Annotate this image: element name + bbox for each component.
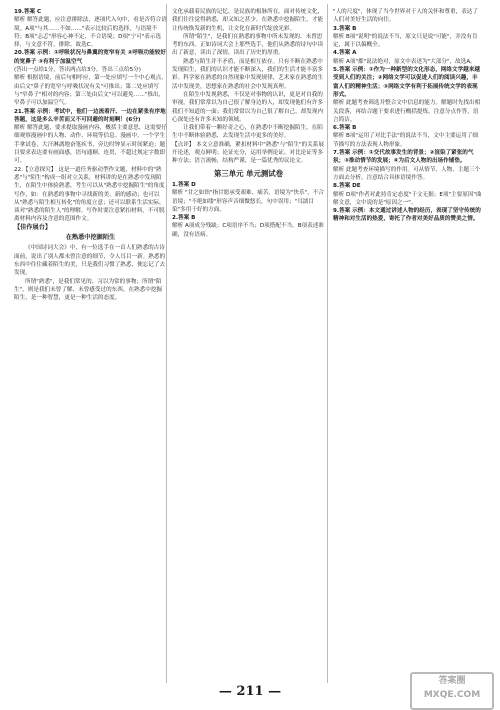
column-right — [333, 8, 483, 684]
text-paragraph: 解析 此题考查环境描写的作用。可从情节、人物、主题三个方面去分析，注意结合具体语境作答。 — [333, 166, 481, 181]
text-paragraph: 19.答案 C — [14, 9, 42, 15]
text-paragraph: 在陌生中发现熟悉，不仅是对事物的认识，更是对自我的审视。我们常常以为自己很了解身边的人，却发现他们有许多我们不知道的一面；我们常常以为自己很了解自己，却发现内心深处还有许多未知的领域。 — [172, 91, 324, 123]
text-paragraph: 解析 A项成分残缺；C项语序不当；D项搭配不当。B项表述准确，没有语病。 — [172, 223, 324, 238]
column-divider — [327, 4, 328, 683]
text-paragraph: "人的尺度"，体现了当今世界对于人的关怀和尊重，表达了人们对美好生活的向往。 — [333, 9, 478, 24]
text-paragraph: 熟悉与陌生并不矛盾，而是相互依存。只有不断在熟悉中发现陌生，我们的认识才能不断深入，我们的生活才能丰富多彩。科学家在熟悉的自然现象中发现规律，艺术家在熟悉的生活中发现美，思想家在熟悉的社会中发现真理。 — [172, 58, 324, 90]
watermark-logo — [410, 672, 494, 710]
text-paragraph: 4.答案 A — [333, 50, 357, 57]
text-paragraph: (答出一点给1分，答出两点给3分，答出三点给5分) — [14, 67, 141, 74]
text-paragraph: 22.【立意探究】 这是一道任务驱动型作文题，材料中的"熟悉"与"陌生"构成一组对立关系，材料讲的是在熟悉中发现陌生，在陌生中体验熟悉。考生可以从"熟悉中挖掘陌生"的角度写作，如：在熟悉的事物中寻找新的美、新的感动；也可以从"熟悉与陌生相互转化"的角度立意；还可以联系生活实际，谈对"熟悉的陌生人"的理解。写作时要注意紧扣材料，不可脱离材料内容及含意的范围作文。 — [14, 166, 165, 223]
text-paragraph: 解析 B项"运用了对比手法"的说法不当，文中主要运用了细节描写的方法表现人物形象。 — [333, 133, 479, 148]
text-paragraph: 让我们带着一颗好奇之心，在熟悉中不断挖掘陌生，在陌生中不断体验熟悉，去发现生活中更多的美好。 — [172, 125, 323, 140]
text-paragraph: 所谓"陌生"，是我们在熟悉的事物中所未发现的、未曾思考的东西。正如诗词大会上那些选手，他们从熟悉的诗句中读出了新意，读出了深情，读出了历史的厚重。 — [172, 33, 324, 57]
text-paragraph: 解析 根据语境，前后句相呼应，第一处应填写一个中心观点，由后文"鼻子的宽窄与呼吸状况有关"可推出；第二处应填写与"窄鼻子"相对的内容；第三处由后文"可以避免……"推出，窄鼻子可以加温空气。 — [14, 75, 167, 107]
text-paragraph: 6.答案 B — [333, 125, 357, 132]
text-paragraph: 8.答案 DE — [333, 183, 361, 190]
page-number: — 211 — — [218, 684, 282, 699]
text-paragraph: 《中国诗词大会》中，有一位选手在一首人们熟悉的古诗面前，说出了别人都未曾注意的细节，令人耳目一新。熟悉的东西中往往藏着陌生的美，只是我们习惯了熟悉，便忘记了去发现。 — [14, 245, 166, 277]
text-paragraph: 解析 "甘之如饴"指甘愿承受艰难、痛苦，语境为"快乐"，不合语境；"不绝如缕"形容声音细微悠长，句中误用；"耳濡目染"多用于好的方面。 — [172, 190, 324, 213]
text-paragraph: 9.答案 示例：本文通过讲述人物的经历，表现了坚守传统的精神和对生活的热爱，寄托了作者对美好品质的赞美之情。 — [333, 208, 481, 223]
text-paragraph: 文化承载着民族的记忆，是民族的根脉所在。面对传统文化，我们往往觉得熟悉，却又知之甚少。在熟悉中挖掘陌生，才能让传统焕发新的生机，让文化在新时代绽放光彩。 — [172, 9, 324, 32]
text-paragraph: 【点评】 本文立意准确，紧扣材料中"熟悉"与"陌生"的关系展开论述，观点鲜明；论证充分，运用举例论证、对比论证等多种方法；语言流畅，结构严谨，是一篇优秀的议论文。 — [172, 141, 324, 165]
text-paragraph: 解析 D项"作者对此持肯定态度"于文无据；E项"主要原因"曲解文意，文中说的是"原因之一"。 — [333, 191, 482, 206]
text-paragraph: 3.答案 B — [333, 25, 357, 32]
page-number-value: 211 — [236, 684, 264, 699]
text-paragraph: 解析 B项"说明"的说法不当，原文只是说"可能"，并没有肯定，属于以偏概全。 — [333, 33, 478, 49]
text-paragraph: 5.答案 示例：①作为一种新型的文化形态，网络文学越来越受到人们的关注；②网络文学可以促进人们的阅读兴趣，丰富人们的精神生活；③网络文学有利于拓展传统文学的表现形式。 — [333, 67, 480, 98]
text-paragraph: 解析 此题考查筛选并整合文中信息的能力。解题时先找出相关段落，再结合题干要求进行概括提炼，注意分点作答，语言简洁。 — [333, 100, 481, 123]
column-left — [14, 8, 167, 684]
text-paragraph: 7.答案 示例：①交代故事发生的背景；②渲染了紧张的气氛；③推动情节的发展；④为后文人物的出场作铺垫。 — [333, 150, 474, 165]
watermark-line1: 答案圈 — [438, 676, 466, 686]
text-paragraph: 20.答案 示例：①呼吸状况与鼻翼的宽窄有关 ②呼吸功能较好的宽鼻子 ③有利于加温空气 — [14, 50, 166, 65]
text-paragraph: 解析 解答此题，要求提取漫画内容，概括主要意思，这需要仔细观察漫画中的人物、动作、环境等信息。漫画中，一个学生手拿试卷，大汗淋漓地奋笔疾书，旁边时钟显示时间紧迫；题目要求表达要有画面感，语句通顺、连贯，不超过规定字数即可。 — [14, 125, 167, 165]
text-paragraph: 解析 A项"都"说法绝对，原文中表述为"大部分"，故选A。 — [333, 58, 476, 65]
text-paragraph: 21.答案 示例：考试中，他们一边流着汗、一边在紧张有序地答题，这是多么辛苦而又不可回避的时刻啊！(6分) — [14, 108, 166, 123]
watermark-line2: MXQE.COM — [423, 690, 481, 700]
text-paragraph: 解析 解答此题，应注意排除法，逐项代入句中，看是否符合语境。A项"与其……不如……"表示比较后的选择，与语境不符；B项"忐忑"形容心神不定，不合语境；D项"宁可"表示选择，与文意不符，排除。故选C。 — [14, 17, 167, 49]
text-paragraph: 1.答案 D — [172, 181, 196, 188]
unit-heading: 第三单元 单元测试卷 — [213, 168, 284, 178]
text-paragraph: 2.答案 B — [172, 215, 196, 222]
text-paragraph: 【佳作展台】 — [14, 223, 52, 231]
essay-title: 在熟悉中挖掘陌生 — [65, 234, 116, 242]
column-middle — [172, 8, 325, 684]
text-paragraph: 所谓"熟悉"，是我们常见的、习以为常的事物；所谓"陌生"，则是我们未曾了解、未曾感受过的东西。在熟悉中挖掘陌生，是一种智慧，更是一种生活的态度。 — [14, 278, 163, 302]
